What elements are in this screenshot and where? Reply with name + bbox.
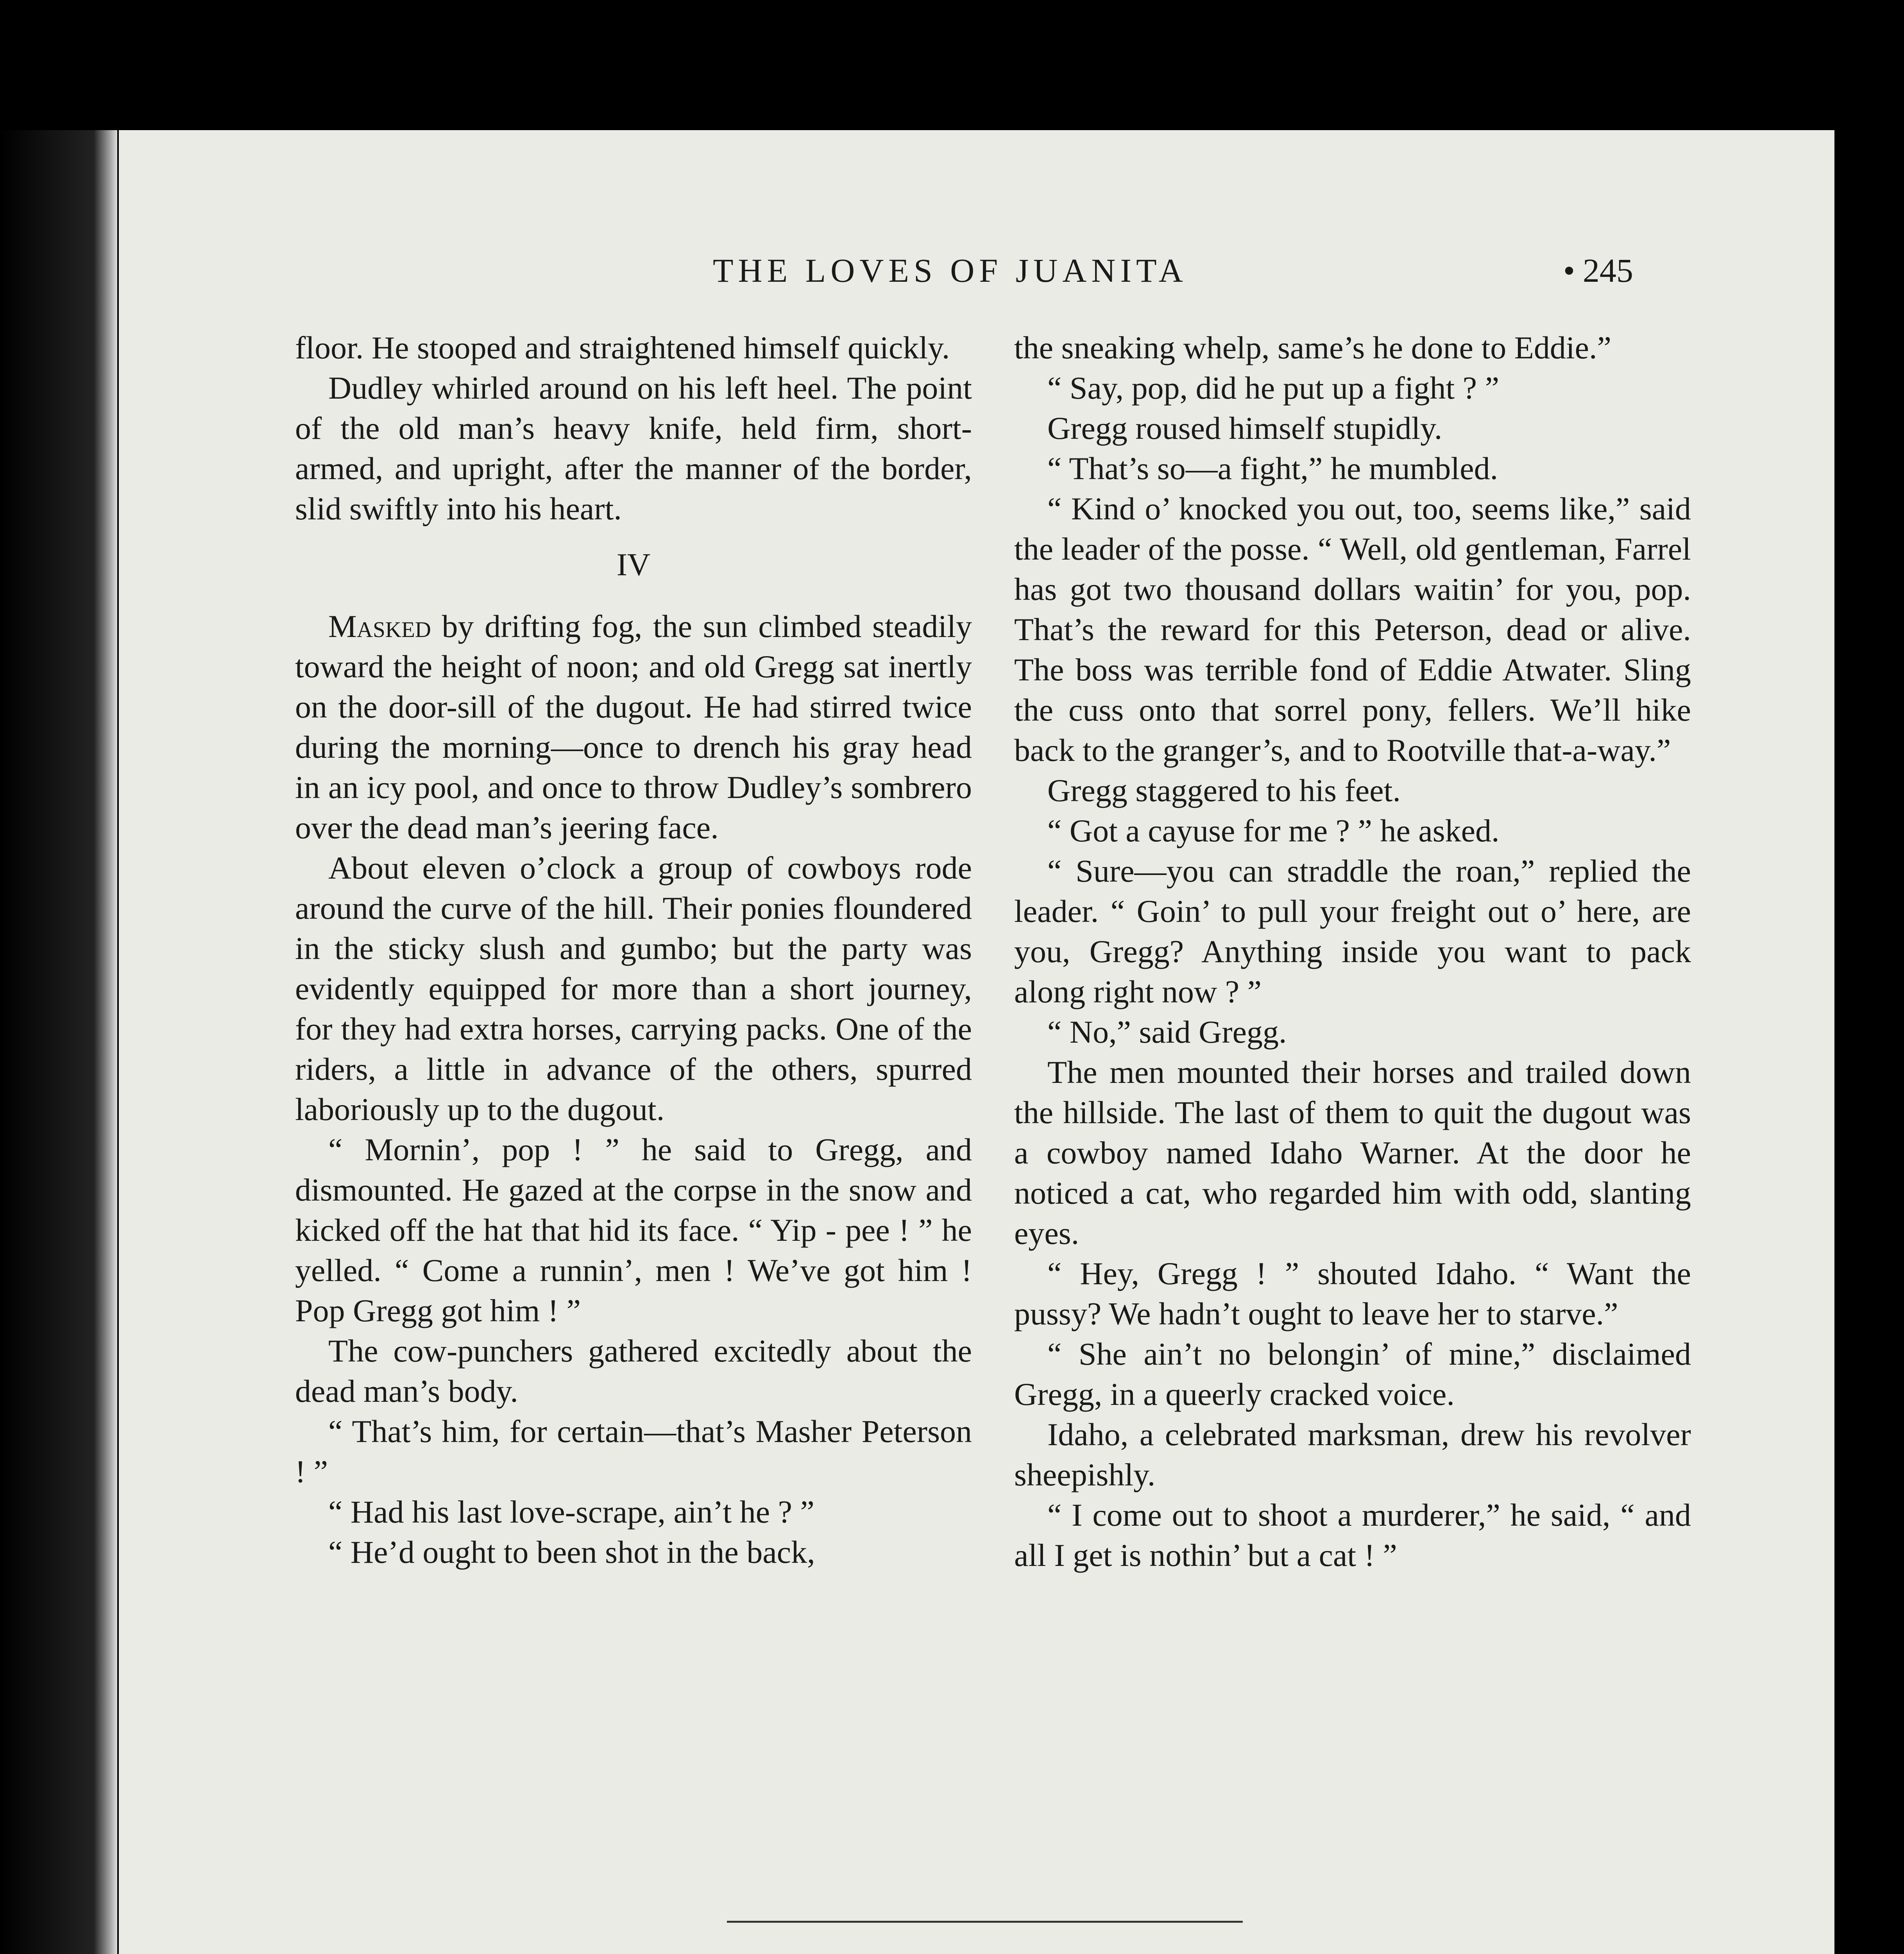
paragraph: Dudley whirled around on his left heel. The point of the old man’s heavy knife, held firm, short-armed, and upright, after the manner of the border, slid swiftly into his heart.	[295, 370, 972, 526]
paragraph: floor. He stooped and straightened himself quickly.	[295, 330, 950, 365]
paragraph: “ Had his last love-scrape, ain’t he ? ”	[328, 1494, 814, 1530]
paragraph: “ That’s so—a fight,” he mumbled.	[1047, 451, 1498, 486]
left-column	[295, 327, 972, 1572]
section-number: IV	[616, 547, 651, 582]
paragraph: “ That’s him, for certain—that’s Masher Peterson ! ”	[295, 1414, 972, 1489]
binding-edge	[0, 130, 117, 1954]
paragraph: Gregg staggered to his feet.	[1047, 773, 1401, 808]
paragraph: “ No,” said Gregg.	[1047, 1014, 1287, 1050]
paragraph: “ Say, pop, did he put up a fight ? ”	[1047, 370, 1500, 406]
drop-word: Masked	[328, 608, 431, 644]
paragraph: Idaho, a celebrated marksman, drew his revolver sheepishly.	[1014, 1417, 1691, 1492]
paragraph: “ He’d ought to been shot in the back,	[328, 1534, 815, 1570]
paragraph: “ Sure—you can straddle the roan,” replied the leader. “ Goin’ to pull your freight out o’ here, are you, Gregg? Anything inside you want to pack along right now ? ”	[1014, 853, 1691, 1009]
paragraph: “ She ain’t no belongin’ of mine,” disclaimed Gregg, in a queerly cracked voice.	[1014, 1336, 1691, 1412]
paragraph: About eleven o’clock a group of cowboys rode around the curve of the hill. Their ponies floundered in the sticky slush and gumbo; but the party was evidently equipped for more than a short journey, for they had extra horses, carrying packs. One of the riders, a little in advance of the others, spurred laboriously up to the dugout.	[295, 850, 972, 1127]
section-divider	[727, 1921, 1243, 1923]
paragraph: “ Kind o’ knocked you out, too, seems like,” said the leader of the posse. “ Well, old gentleman, Farrel has got two thousand dollars waitin’ for you, pop. That’s the reward for this Peterson, dead or alive. The boss was terrible fond of Eddie Atwater. Sling the cuss onto that sorrel pony, fellers. We’ll hike back to the granger’s, and to Rootville that-a-way.”	[1014, 491, 1691, 768]
paragraph: Gregg roused himself stupidly.	[1047, 410, 1442, 446]
paragraph: “ Got a cayuse for me ? ” he asked.	[1047, 813, 1500, 848]
right-column	[1014, 327, 1691, 1575]
running-title: THE LOVES OF JUANITA	[713, 252, 1188, 289]
header-bullet: •	[1563, 252, 1575, 289]
paragraph: The men mounted their horses and trailed down the hillside. The last of them to quit the dugout was a cowboy named Idaho Warner. At the door he noticed a cat, who regarded him with odd, slanting eyes.	[1014, 1054, 1691, 1251]
paragraph: The cow-punchers gathered excitedly about the dead man’s body.	[295, 1333, 972, 1409]
paragraph: “ Mornin’, pop ! ” he said to Gregg, and dismounted. He gazed at the corpse in the snow and kicked off the hat that hid its face. “ Yip - pee ! ” he yelled. “ Come a runnin’, men ! We’ve got him ! Pop Gregg got him ! ”	[295, 1132, 972, 1328]
page-number: 245	[1583, 252, 1633, 289]
section-opening-paragraph: Masked by drifting fog, the sun climbed steadily toward the height of noon; and old Gregg sat inertly on the door-sill of the dugout. He had stirred twice during the morning—once to drench his gray head in an icy pool, and once to throw Dudley’s sombrero over the dead man’s jeering face.	[295, 608, 972, 845]
paragraph: the sneaking whelp, same’s he done to Eddie.”	[1014, 330, 1611, 365]
paragraph: “ I come out to shoot a murderer,” he said, “ and all I get is nothin’ but a cat ! ”	[1014, 1497, 1691, 1573]
paragraph: “ Hey, Gregg ! ” shouted Idaho. “ Want the pussy? We hadn’t ought to leave her to starve.”	[1014, 1256, 1691, 1331]
